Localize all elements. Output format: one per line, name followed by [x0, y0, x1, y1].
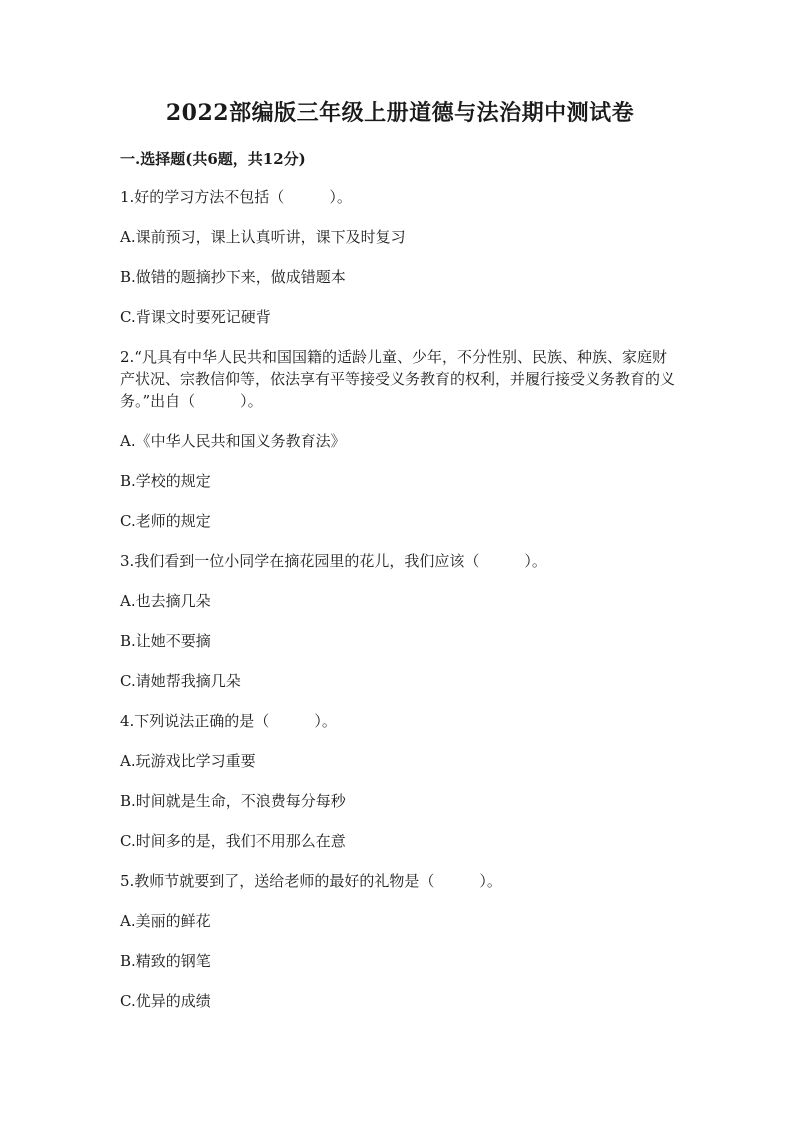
question-stem: 3.我们看到一位小同学在摘花园里的花儿，我们应该（ ）。 [120, 552, 547, 570]
question-option: A.美丽的鲜花 [120, 912, 211, 930]
section-heading: 一.选择题(共6题，共12分) [120, 150, 306, 168]
question-list [120, 186, 680, 1030]
question-option: B.让她不要摘 [120, 632, 211, 650]
question-option: A.玩游戏比学习重要 [120, 752, 256, 770]
question-option: C.优异的成绩 [120, 992, 211, 1010]
question-option: B.时间就是生命，不浪费每分每秒 [120, 792, 346, 810]
question-option: B.精致的钢笔 [120, 952, 211, 970]
question-stem: 1.好的学习方法不包括（ ）。 [120, 188, 352, 206]
question-option: B.学校的规定 [120, 472, 211, 490]
question-option: C.请她帮我摘几朵 [120, 672, 241, 690]
question-stem: 5.教师节就要到了，送给老师的最好的礼物是（ ）。 [120, 872, 502, 890]
question-option: A.也去摘几朵 [120, 592, 211, 610]
page-title: 2022部编版三年级上册道德与法治期中测试卷 [165, 100, 635, 126]
question-option: C.背课文时要死记硬背 [120, 308, 271, 326]
question-option: A.课前预习，课上认真听讲，课下及时复习 [120, 228, 406, 246]
question-option: A.《中华人民共和国义务教育法》 [120, 432, 346, 450]
question-option: C.老师的规定 [120, 512, 211, 530]
question-option: C.时间多的是，我们不用那么在意 [120, 832, 346, 850]
question-stem: 2.“凡具有中华人民共和国国籍的适龄儿童、少年，不分性别、民族、种族、家庭财产状况、宗教信仰等，依法享有平等接受义务教育的权利，并履行接受义务教育的义务。”出自（ ）。 [120, 348, 676, 410]
question-stem: 4.下列说法正确的是（ ）。 [120, 712, 337, 730]
question-option: B.做错的题摘抄下来，做成错题本 [120, 268, 346, 286]
